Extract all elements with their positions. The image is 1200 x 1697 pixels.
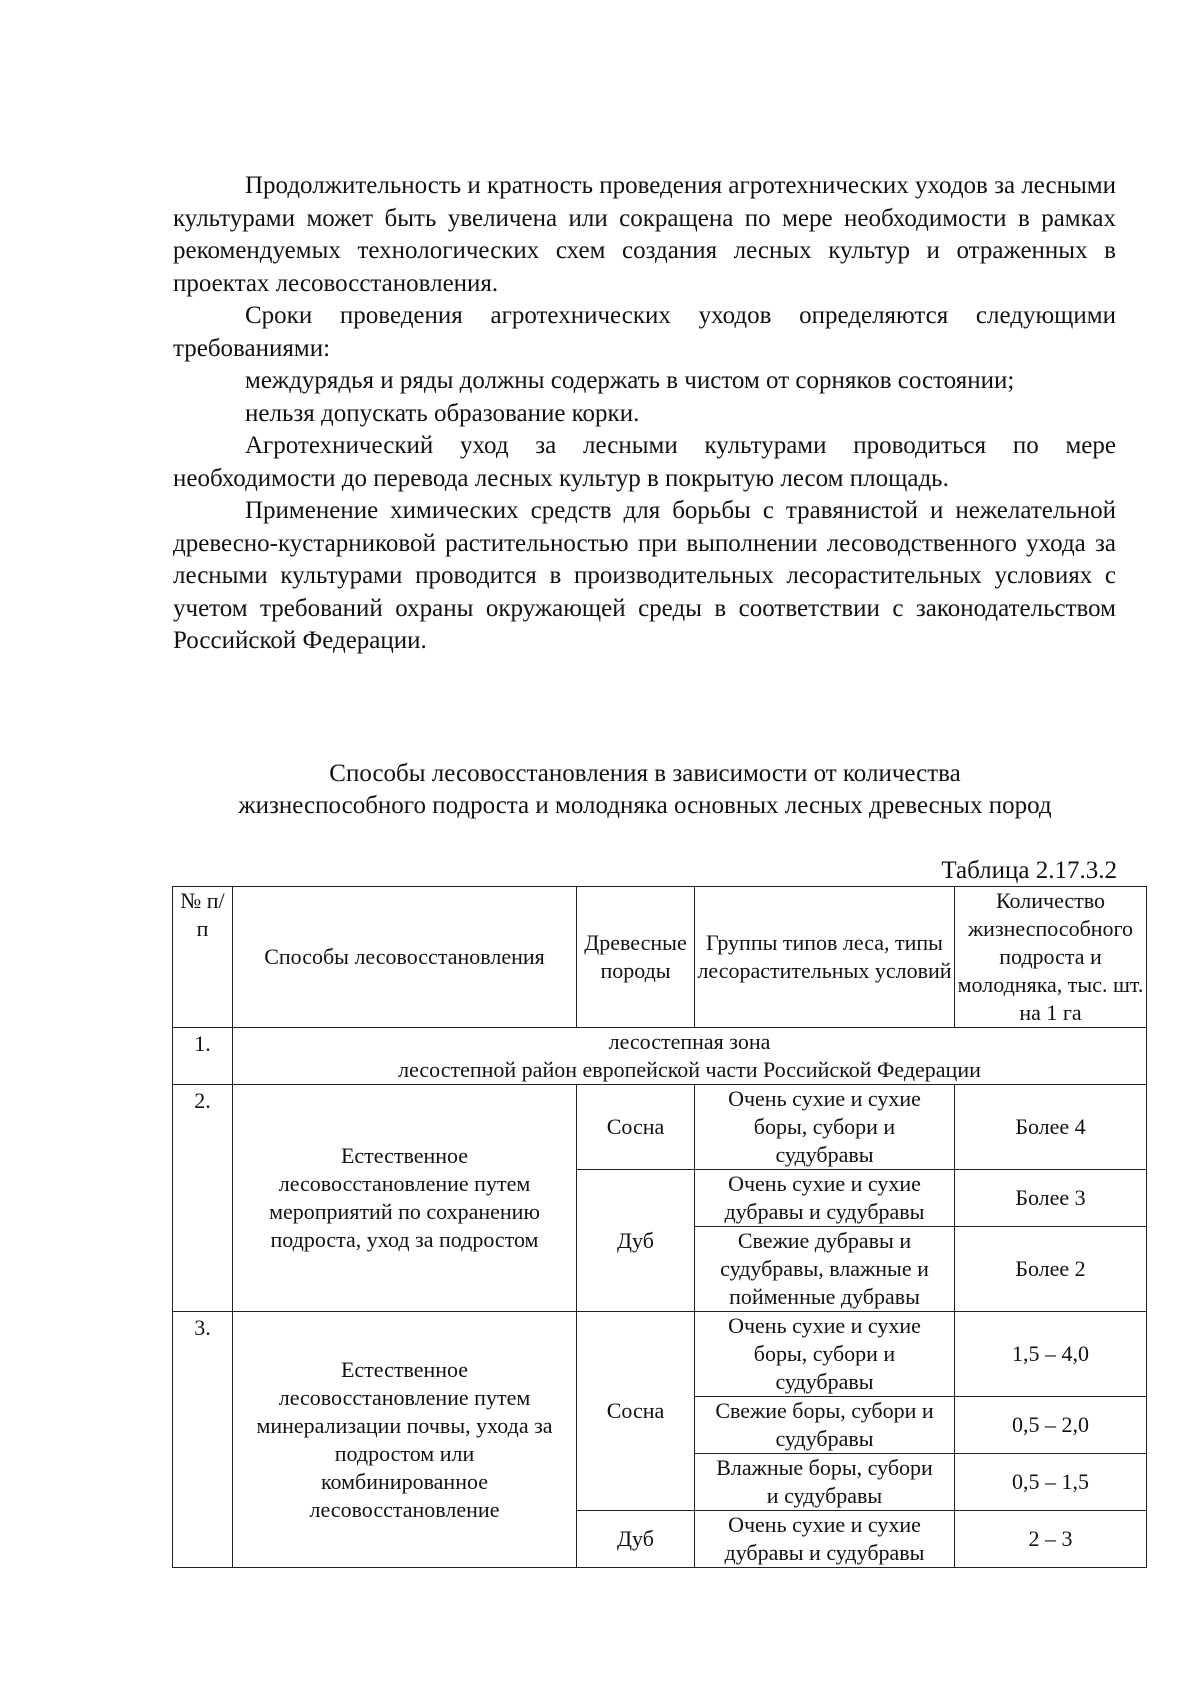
header-quantity: Количество жизнеспособного подроста и молодняка, тыс. шт. на 1 га — [955, 887, 1147, 1028]
table-row — [173, 1312, 1147, 1397]
table-row — [173, 1085, 1147, 1170]
reforestation-table — [172, 886, 1147, 1568]
forest-type-cell: Очень сухие и сухие дубравы и судубравы — [695, 1170, 955, 1227]
table-header-row — [173, 887, 1147, 1028]
caption-line: Способы лесовосстановления в зависимости от количества — [329, 760, 961, 787]
quantity-cell: 0,5 – 1,5 — [955, 1454, 1147, 1511]
row-number: 1. — [173, 1028, 233, 1085]
forest-type-cell: Очень сухие и сухие дубравы и судубравы — [695, 1511, 955, 1568]
header-num: № п/п — [173, 887, 233, 1028]
forest-type-cell: Свежие дубравы и судубравы, влажные и пойменные дубравы — [695, 1227, 955, 1312]
quantity-cell: 0,5 – 2,0 — [955, 1397, 1147, 1454]
forest-type-cell: Очень сухие и сухие боры, субори и судубравы — [695, 1085, 955, 1170]
zone-name: лесостепная зона — [608, 1029, 771, 1054]
table-number: Таблица 2.17.3.2 — [941, 857, 1117, 884]
row-number: 3. — [173, 1312, 233, 1568]
table-row — [173, 1028, 1147, 1085]
paragraph: Агротехнический уход за лесными культурами проводиться по мере необходимости до перевода лесных культур в покрытую лесом площадь. — [173, 432, 1116, 492]
paragraph: нельзя допускать образование корки. — [245, 399, 640, 427]
species-cell: Сосна — [577, 1312, 695, 1511]
quantity-cell: Более 3 — [955, 1170, 1147, 1227]
species-cell: Сосна — [577, 1085, 695, 1170]
paragraph: Применение химических средств для борьбы с травянистой и нежелательной древесно-кустарниковой растительностью при выполнении лесоводственного ухода за лесными культурами проводится в производительных лесорастительных условиях с учетом требований охраны окружающей среды в соответствии с законодательством Российской Федерации. — [173, 497, 1116, 654]
paragraph: Сроки проведения агротехнических уходов определяются следующими требованиями: — [173, 302, 1116, 362]
region-name: лесостепной район европейской части Российской Федерации — [398, 1057, 981, 1082]
zone-cell — [233, 1028, 1147, 1085]
table-caption — [150, 758, 1140, 822]
header-species: Древесные породы — [577, 887, 695, 1028]
quantity-cell: Более 2 — [955, 1227, 1147, 1312]
forest-type-cell: Очень сухие и сухие боры, субори и судубравы — [695, 1312, 955, 1397]
quantity-cell: 2 – 3 — [955, 1511, 1147, 1568]
forest-type-cell: Влажные боры, субори и судубравы — [695, 1454, 955, 1511]
quantity-cell: Более 4 — [955, 1085, 1147, 1170]
method-cell: Естественное лесовосстановление путем минерализации почвы, ухода за подростом или комбинированное лесовосстановление — [233, 1312, 577, 1568]
header-method: Способы лесовосстановления — [233, 887, 577, 1028]
row-number: 2. — [173, 1085, 233, 1312]
method-cell: Естественное лесовосстановление путем мероприятий по сохранению подроста, уход за подростом — [233, 1085, 577, 1312]
caption-line: жизнеспособного подроста и молодняка основных лесных древесных пород — [238, 792, 1052, 819]
body-text — [173, 170, 1116, 658]
species-cell: Дуб — [577, 1511, 695, 1568]
quantity-cell: 1,5 – 4,0 — [955, 1312, 1147, 1397]
forest-type-cell: Свежие боры, субори и судубравы — [695, 1397, 955, 1454]
species-cell: Дуб — [577, 1170, 695, 1312]
paragraph: междурядья и ряды должны содержать в чистом от сорняков состоянии; — [245, 367, 1015, 394]
paragraph: Продолжительность и кратность проведения агротехнических уходов за лесными культурами может быть увеличена или сокращена по мере необходимости в рамках рекомендуемых технологических схем создания лесных культур и отраженных в проектах лесовосстановления. — [173, 172, 1116, 297]
header-forest-types: Группы типов леса, типы лесорастительных условий — [695, 887, 955, 1028]
